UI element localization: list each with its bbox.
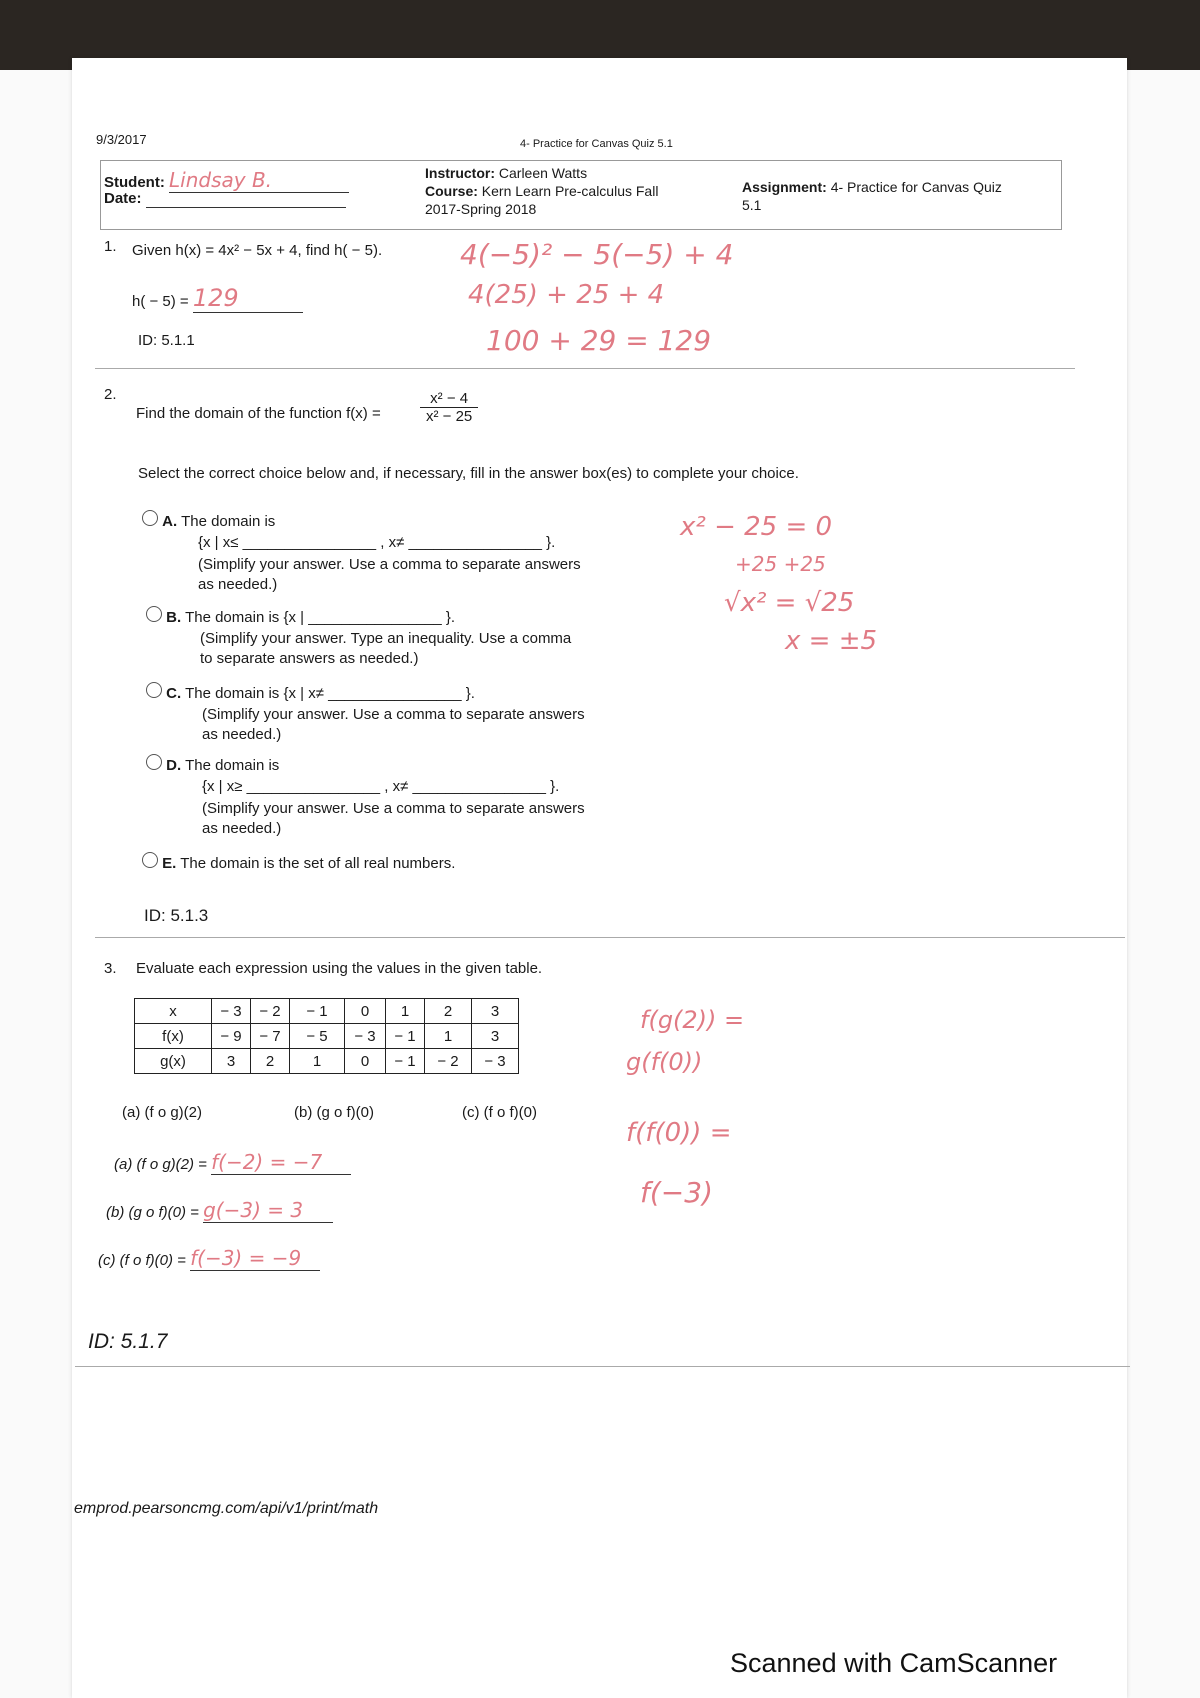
option-c-note: (Simplify your answer. Use a comma to separate answers (202, 706, 585, 723)
q3-answer-c-field[interactable]: f(−3) = −9 (190, 1246, 320, 1271)
option-d-line2[interactable]: {x | x≥ ________________ , x≠ ________________ }. (202, 778, 560, 795)
q3-prompt: Evaluate each expression using the values in the given table. (136, 960, 543, 977)
student-name-field[interactable]: Lindsay B. (169, 168, 349, 193)
q2-number: 2. (104, 386, 117, 403)
option-a-letter: A. (162, 513, 178, 530)
radio-a[interactable] (142, 510, 158, 526)
q3-id: ID: 5.1.7 (88, 1330, 168, 1353)
divider (95, 937, 1125, 938)
table-cell: − 2 (251, 999, 290, 1024)
q1-prompt: Given h(x) = 4x² − 5x + 4, find h( − 5). (132, 242, 383, 259)
table-cell: 1 (290, 1049, 345, 1074)
q1-answer-row (132, 284, 303, 313)
radio-e[interactable] (142, 852, 158, 868)
radio-c[interactable] (146, 682, 162, 698)
table-cell: 3 (472, 999, 519, 1024)
q2-handwritten-work-1: x² − 25 = 0 (680, 512, 833, 542)
assignment-label: Assignment: (742, 179, 827, 195)
q2-id: ID: 5.1.3 (144, 906, 209, 925)
table-cell: g(x) (135, 1049, 212, 1074)
table-cell: 0 (345, 999, 386, 1024)
option-c[interactable] (146, 682, 475, 702)
table-cell: 2 (251, 1049, 290, 1074)
print-date: 9/3/2017 (96, 132, 147, 147)
divider (75, 1366, 1130, 1367)
option-a-line2[interactable]: {x | x≤ ________________ , x≠ ________________ }. (198, 534, 556, 551)
q1-id: ID: 5.1.1 (138, 332, 195, 349)
q3-answer-b-field[interactable]: g(−3) = 3 (203, 1198, 333, 1223)
date-field[interactable] (146, 190, 346, 208)
table-cell: 3 (472, 1024, 519, 1049)
radio-d[interactable] (146, 754, 162, 770)
option-d[interactable] (146, 754, 279, 774)
source-url: emprod.pearsoncmg.com/api/v1/print/math (74, 1500, 379, 1517)
table-cell: 1 (425, 1024, 472, 1049)
table-row (135, 1024, 519, 1049)
option-c-note2: as needed.) (202, 726, 282, 743)
q3-part-c: (c) (f o f)(0) (462, 1104, 537, 1121)
table-cell: − 1 (386, 1024, 425, 1049)
q3-values-table (134, 998, 519, 1074)
table-cell: − 3 (212, 999, 251, 1024)
q1-number: 1. (104, 238, 117, 255)
q2-handwritten-work-2: +25 +25 (735, 552, 826, 576)
q3-number: 3. (104, 960, 117, 977)
table-cell: 1 (386, 999, 425, 1024)
q2-handwritten-work-4: x = ±5 (785, 626, 878, 656)
option-d-note2: as needed.) (202, 820, 282, 837)
assignment-value-2: 5.1 (742, 197, 762, 213)
option-e-letter: E. (162, 855, 177, 872)
q1-answer-field[interactable]: 129 (193, 284, 303, 313)
option-b-text: The domain is {x | ________________ }. (185, 609, 456, 626)
q3-answer-c-row (98, 1246, 320, 1271)
option-d-note: (Simplify your answer. Use a comma to separate answers (202, 800, 585, 817)
q2-numerator: x² − 4 (420, 390, 478, 408)
table-cell: − 2 (425, 1049, 472, 1074)
q3-answer-a-label: (a) (f o g)(2) = (114, 1156, 207, 1173)
q3-answer-b-row (106, 1198, 333, 1223)
q3-handwritten-work-4: f(−3) (640, 1176, 713, 1209)
q2-handwritten-work-3: √x² = √25 (724, 588, 855, 618)
table-cell: − 3 (472, 1049, 519, 1074)
assignment-value: 4- Practice for Canvas Quiz (830, 179, 1002, 195)
q2-denominator: x² − 25 (426, 408, 473, 425)
q3-handwritten-work-3: f(f(0)) = (626, 1118, 732, 1148)
option-a[interactable] (142, 510, 275, 530)
divider (95, 368, 1075, 369)
option-b[interactable] (146, 606, 455, 626)
q1-handwritten-work-2: 4(25) + 25 + 4 (468, 280, 665, 310)
option-a-note: (Simplify your answer. Use a comma to separate answers (198, 556, 581, 573)
table-cell: − 9 (212, 1024, 251, 1049)
option-b-note: (Simplify your answer. Type an inequality. Use a comma (200, 630, 572, 647)
table-cell: − 5 (290, 1024, 345, 1049)
option-e[interactable] (142, 852, 455, 872)
option-a-note2: as needed.) (198, 576, 278, 593)
course-label: Course: (425, 183, 478, 199)
q1-handwritten-work-3: 100 + 29 = 129 (486, 324, 712, 357)
page-title: 4- Practice for Canvas Quiz 5.1 (520, 138, 673, 150)
course-value-2: 2017-Spring 2018 (425, 201, 537, 217)
instructor-course-block (425, 164, 658, 218)
q3-handwritten-work-1: f(g(2)) = (640, 1006, 745, 1034)
table-cell: 3 (212, 1049, 251, 1074)
q3-handwritten-work-2: g(f(0)) (626, 1048, 703, 1076)
table-cell: f(x) (135, 1024, 212, 1049)
course-value: Kern Learn Pre-calculus Fall (481, 183, 659, 199)
q3-part-a: (a) (f o g)(2) (122, 1104, 203, 1121)
q1-handwritten-work-1: 4(−5)² − 5(−5) + 4 (460, 238, 734, 271)
q3-answer-a-row (114, 1150, 351, 1175)
values-table (134, 998, 519, 1074)
option-b-letter: B. (166, 609, 182, 626)
q2-prompt: Find the domain of the function f(x) = (136, 405, 381, 422)
option-d-text: The domain is (185, 757, 280, 774)
table-row (135, 1049, 519, 1074)
q2-fraction (420, 390, 478, 425)
q1-answer-label: h( − 5) = (132, 293, 189, 310)
table-cell: − 3 (345, 1024, 386, 1049)
scanner-watermark: Scanned with CamScanner (730, 1648, 1058, 1678)
table-cell: x (135, 999, 212, 1024)
table-cell: − 1 (290, 999, 345, 1024)
q2-instruction: Select the correct choice below and, if necessary, fill in the answer box(es) to complete your choice. (138, 465, 799, 482)
student-label: Student: (104, 174, 165, 191)
q3-answer-c-label: (c) (f o f)(0) = (98, 1252, 186, 1269)
date-label: Date: (104, 190, 142, 207)
option-e-text: The domain is the set of all real numbers. (180, 855, 456, 872)
instructor-label: Instructor: (425, 165, 495, 181)
option-c-letter: C. (166, 685, 182, 702)
table-row (135, 999, 519, 1024)
assignment-block (742, 178, 1002, 214)
option-a-text: The domain is (181, 513, 276, 530)
table-cell: − 7 (251, 1024, 290, 1049)
option-c-text: The domain is {x | x≠ ________________ }. (185, 685, 475, 702)
table-cell: − 1 (386, 1049, 425, 1074)
option-d-letter: D. (166, 757, 182, 774)
instructor-value: Carleen Watts (498, 165, 588, 181)
table-cell: 0 (345, 1049, 386, 1074)
q3-answer-a-field[interactable]: f(−2) = −7 (211, 1150, 351, 1175)
table-cell: 2 (425, 999, 472, 1024)
radio-b[interactable] (146, 606, 162, 622)
option-b-note2: to separate answers as needed.) (200, 650, 419, 667)
date-row (104, 190, 346, 208)
q3-part-b: (b) (g o f)(0) (294, 1104, 375, 1121)
q3-answer-b-label: (b) (g o f)(0) = (106, 1204, 199, 1221)
